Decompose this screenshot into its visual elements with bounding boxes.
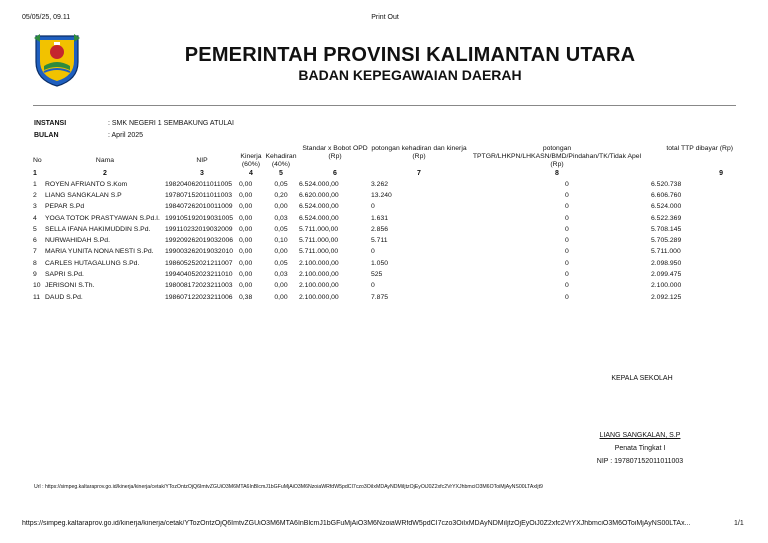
cell-pot-lain: 0 [565,214,569,222]
cell-kehadiran: 0,05 [274,225,288,233]
ttp-table [33,145,733,303]
col-number: 3 [200,170,204,177]
cell-total: 6.520.738 [651,180,682,188]
cell-nip: 198607122023211006 [165,293,233,301]
cell-pot-lain: 0 [565,293,569,301]
cell-standar: 5.711.000,00 [299,237,339,245]
cell-total: 5.708.145 [651,225,682,233]
cell-kehadiran: 0,05 [274,180,288,188]
table-row [33,235,733,246]
cell-total: 6.524.000 [651,203,682,211]
cell-nama: SAPRI S.Pd. [45,271,84,279]
cell-nama: ROYEN AFRIANTO S.Kom [45,180,128,188]
cell-total: 6.522.369 [651,214,682,222]
footer-page-number: 1/1 [734,520,744,527]
signature-role: KEPALA SEKOLAH [611,375,673,382]
table-row [33,224,733,235]
cell-standar: 6.524.000,00 [299,214,339,222]
col-number: 2 [103,170,107,177]
cell-total: 2.099.475 [651,271,682,279]
table-header-row [33,145,733,169]
cell-total: 2.092.125 [651,293,682,301]
cell-standar: 2.100.000,00 [299,259,339,267]
province-emblem-logo [32,32,82,88]
cell-kehadiran: 0,00 [274,282,288,290]
cell-nip: 199404052023211010 [165,271,233,279]
cell-total: 6.606.760 [651,191,682,199]
cell-kinerja: 0,00 [239,180,253,188]
cell-pot-kinerja: 0 [371,282,375,290]
cell-nip: 199209262019032006 [165,237,234,245]
cell-pot-kinerja: 5.711 [371,237,388,245]
instansi-label: INSTANSI [34,120,67,127]
cell-nama: JERISONI S.Th. [45,282,95,290]
cell-no: 4 [33,214,37,222]
cell-standar: 6.524.000,00 [299,203,339,211]
cell-kehadiran: 0,20 [274,191,288,199]
cell-kinerja: 0,00 [239,237,253,245]
cell-standar: 6.524.000,00 [299,180,339,188]
cell-pot-kinerja: 7.875 [371,293,389,301]
col-number: 1 [33,170,37,177]
bulan-label: BULAN [34,132,59,139]
cell-total: 5.711.000 [651,248,681,256]
cell-nama: NURWAHIDAH S.Pd. [45,237,110,245]
cell-standar: 2.100.000,00 [299,282,339,290]
cell-kehadiran: 0,00 [274,248,288,256]
signature-nip: NIP : 197807152011011003 [596,458,684,465]
col-header-nip: NIP [196,157,208,164]
cell-pot-kinerja: 0 [371,248,375,256]
cell-nip: 199105192019031005 [165,214,234,222]
cell-kinerja: 0,38 [239,293,253,301]
cell-standar: 5.711.000,00 [299,225,339,233]
cell-no: 7 [33,248,37,256]
cell-nip: 198605252021211007 [165,259,233,267]
cell-kehadiran: 0,03 [274,214,288,222]
print-datetime: 05/05/25, 09.11 [22,14,71,21]
print-title: Print Out [371,14,399,21]
col-header-nama: Nama [95,157,115,164]
cell-kinerja: 0,00 [239,203,253,211]
cell-pot-lain: 0 [565,248,569,256]
footer-url: https://simpeg.kaltaraprov.go.id/kinerja/kinerja/cetak/YTozOntzOjQ6ImtvZGUiO3M6MTA6InBlcmJ1bGFuMjAiO3M6NzoiaWRfdW5pdCI7czo3OiIxMDAyNDMiIjtzOjEyOiJ0Z2xfc2VrYXJhbmciO3M6OToiMjAyNS00LTAx... [22,520,691,527]
table-row [33,247,733,258]
cell-nama: LIANG SANGKALAN S.P [45,191,122,199]
cell-nama: SELLA IFANA HAKIMUDDIN S.Pd. [45,225,151,233]
table-row [33,213,733,224]
cell-nama: MARIA YUNITA NONA NESTI S.Pd. [45,248,154,256]
col-header-standar: Standar x Bobot OPD (Rp) [302,145,368,160]
column-number-row [33,169,733,179]
cell-nip: 198008172023211003 [165,282,233,290]
cell-pot-lain: 0 [565,180,569,188]
cell-pot-kinerja: 3.262 [371,180,389,188]
header-divider [33,105,736,106]
table-row [33,281,733,292]
table-row [33,269,733,280]
col-header-pot-lain: potongan TPTGR/LHKPN/LHKASN/BMD/Pindahan/TK/Tidak Apel (Rp) [472,145,642,168]
col-number: 6 [333,170,337,177]
table-row [33,292,733,303]
page-title: PEMERINTAH PROVINSI KALIMANTAN UTARA [184,44,636,66]
cell-pot-lain: 0 [565,259,569,267]
cell-kinerja: 0,00 [239,259,253,267]
cell-total: 2.098.950 [651,259,682,267]
page-subtitle: BADAN KEPEGAWAIAN DAERAH [298,67,522,83]
cell-nama: DAUD S.Pd. [45,293,83,301]
col-number: 4 [249,170,253,177]
cell-nip: 199003262019032010 [165,248,234,256]
cell-standar: 5.711.000,00 [299,248,339,256]
instansi-value: : SMK NEGERI 1 SEMBAKUNG ATULAI [108,120,234,127]
cell-kehadiran: 0,10 [274,237,288,245]
cell-no: 2 [33,191,37,199]
col-number: 5 [279,170,283,177]
cell-standar: 2.100.000,00 [299,271,339,279]
col-header-kinerja: Kinerja (60%) [240,153,262,168]
cell-pot-lain: 0 [565,271,569,279]
cell-kinerja: 0,00 [239,214,253,222]
cell-pot-kinerja: 1.050 [371,259,389,267]
col-number: 8 [555,170,559,177]
cell-no: 6 [33,237,37,245]
cell-pot-kinerja: 525 [371,271,383,279]
cell-pot-kinerja: 2.856 [371,225,389,233]
cell-standar: 2.100.000,00 [299,293,339,301]
col-number: 7 [417,170,421,177]
cell-standar: 6.620.000,00 [299,191,339,199]
table-row [33,179,733,190]
bulan-value: : April 2025 [108,132,144,139]
cell-kehadiran: 0,00 [274,293,288,301]
cell-no: 5 [33,225,37,233]
col-header-no: No [33,157,42,164]
col-header-kehadiran: Kehadiran (40%) [265,153,297,168]
signature-name: LIANG SANGKALAN, S.P [599,432,681,439]
cell-pot-lain: 0 [565,203,569,211]
cell-kehadiran: 0,03 [274,271,288,279]
cell-kinerja: 0,00 [239,225,253,233]
cell-pot-kinerja: 1.631 [371,214,389,222]
cell-pot-lain: 0 [565,225,569,233]
cell-pot-lain: 0 [565,282,569,290]
cell-no: 9 [33,271,37,279]
cell-kehadiran: 0,00 [274,203,288,211]
table-row [33,258,733,269]
cell-kinerja: 0,00 [239,248,253,256]
cell-kinerja: 0,00 [239,271,253,279]
cell-total: 2.100.000 [651,282,682,290]
cell-no: 3 [33,203,37,211]
table-row [33,202,733,213]
cell-nip: 197807152011011003 [165,191,233,199]
cell-nama: CARLES HUTAGALUNG S.Pd. [45,259,140,267]
cell-kehadiran: 0,05 [274,259,288,267]
cell-pot-kinerja: 13.240 [371,191,392,199]
col-number: 9 [719,170,723,177]
cell-nama: YOGA TOTOK PRASTYAWAN S.Pd.I. [45,214,160,222]
table-row [33,190,733,201]
cell-no: 8 [33,259,37,267]
signature-rank: Penata Tingkat I [614,445,666,452]
col-header-total: total TTP dibayar (Rp) [666,145,733,152]
cell-total: 5.705.289 [651,237,682,245]
cell-nip: 198407262010011009 [165,203,233,211]
cell-pot-lain: 0 [565,237,569,245]
col-header-pot-kinerja: potongan kehadiran dan kinerja (Rp) [371,145,467,160]
cell-pot-lain: 0 [565,191,569,199]
cell-nip: 198204062011011005 [165,180,233,188]
cell-nama: PEPAR S.Pd [45,203,85,211]
cell-pot-kinerja: 0 [371,203,375,211]
document-url-line: Url : https://simpeg.kaltaraprov.go.id/kinerja/kinerja/cetak/YTozOntzOjQ6ImtvZGUiO3M6MTA6InBlcmJ1bGFuMjAiO3M6NzoiaWRfdW5pdCI7czo3OiIxMDAyNDMiIjtzOjEyOiJ0Z2xfc2VrYXJhbmciO3M6OToiMjAyNS00LTAxIjt9 [34,484,543,490]
cell-nip: 199110232019032009 [165,225,233,233]
cell-kinerja: 0,00 [239,191,253,199]
cell-no: 1 [33,180,37,188]
cell-kinerja: 0,00 [239,282,253,290]
cell-no: 11 [33,293,41,301]
cell-no: 10 [33,282,41,290]
